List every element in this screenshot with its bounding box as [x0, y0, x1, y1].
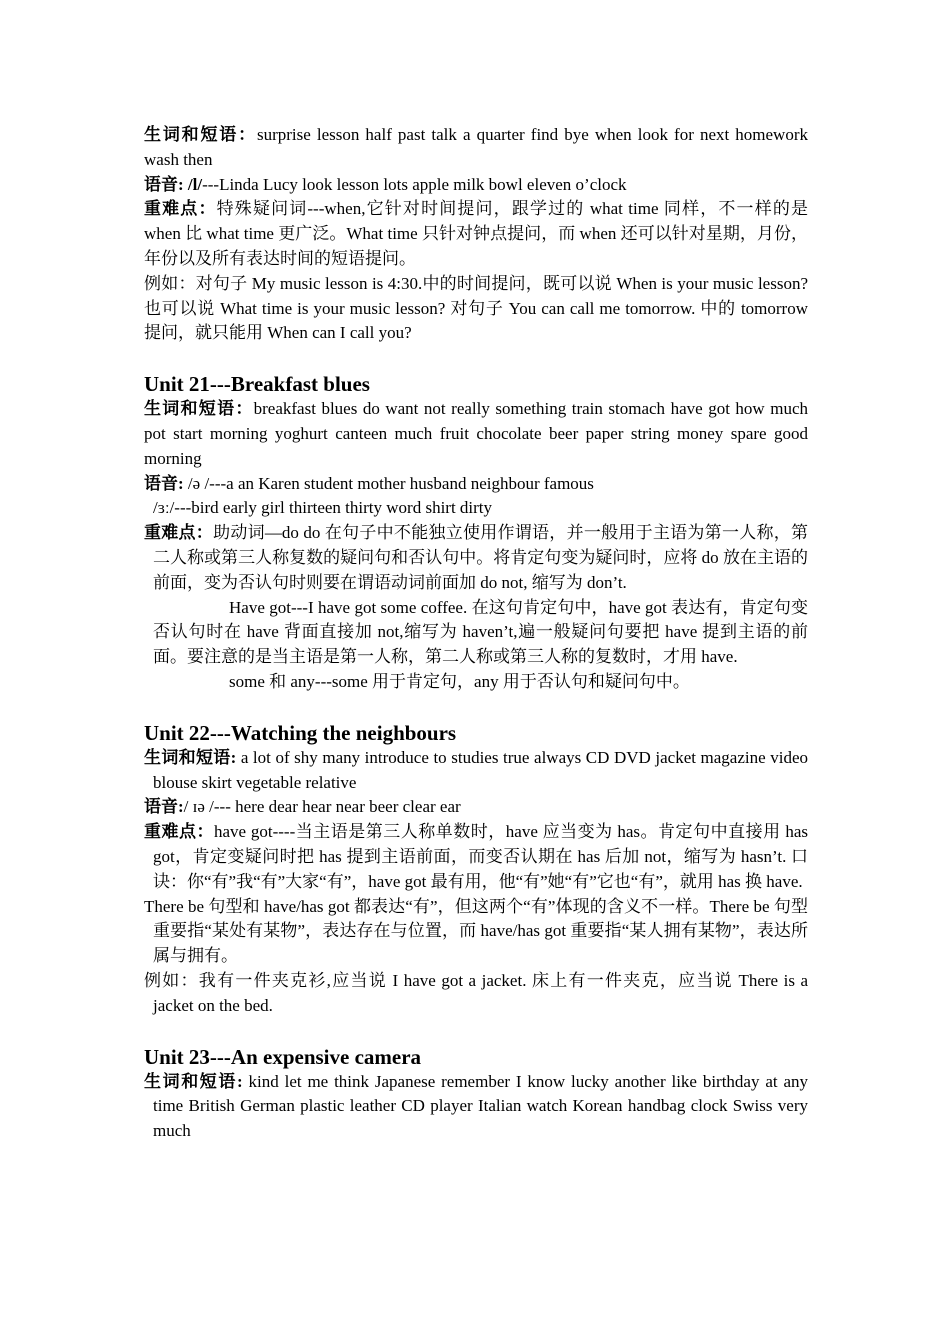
- unit21-title: Unit 21---Breakfast blues: [144, 372, 370, 397]
- unit22-there-be-paragraph: There be 句型和 have/has got 都表达“有”，但这两个“有”体现的含义不一样。There be 句型重要指“某处有某物”，表达存在与位置，而 have/has got 重要指“某人拥有某物”，表达所属与拥有。: [144, 896, 808, 966]
- unit21-vocab: [144, 397, 808, 471]
- vocab-text: surprise lesson half past talk a quarter find bye when look for next homework wash then: [144, 125, 808, 169]
- unit21-some-any-paragraph: some 和 any---some 用于肯定句，any 用于否认句和疑问句中。: [229, 671, 690, 691]
- unit20-example: 例如：对句子 My music lesson is 4:30.中的时间提问，既可以说 When is your music lesson? 也可以说 What time is your music lesson? 对句子 You can call me tomorrow. 中的 tomorrow 提问，就只能用 When can I call you?: [144, 273, 808, 343]
- unit23-vocab: [144, 1070, 808, 1144]
- phonetics-text: ---Linda Lucy look lesson lots apple milk bowl eleven o’clock: [202, 174, 627, 194]
- key-points-label: 重难点：: [144, 199, 217, 219]
- key-points-text: 特殊疑问词---when,它针对时间提问，跟学过的 what time 同样，不一样的是 when 比 what time 更广泛。What time 只针对钟点提问，而 when 还可以针对星期，月份，年份以及所有表达时间的短语提问。: [144, 199, 808, 268]
- unit22-example: 例如：我有一件夹克衫,应当说 I have got a jacket. 床上有一件夹克，应当说 There is a jacket on the bed.: [144, 970, 808, 1015]
- unit21-phonetics-line2: /ɜː/---bird early girl thirteen thirty word shirt dirty: [153, 498, 493, 518]
- vocab-label: 生词和短语:: [144, 1071, 243, 1091]
- unit20-vocab: [144, 123, 808, 173]
- key-points-text: have got----当主语是第三人称单数时，have 应当变为 has。肯定句中直接用 has got，肯定变疑问时把 has 提到主语前面，而变否认期在 has 后加 not，缩写为 hasn’t. 口诀：你“有”我“有”大家“有”，have got 最有用，他“有”她“有”它也“有”，就用 has 换 have.: [153, 822, 808, 891]
- unit20-key-points: [144, 197, 808, 271]
- unit22-vocab: [144, 746, 808, 796]
- unit23-title: Unit 23---An expensive camera: [144, 1044, 422, 1069]
- unit21-have-got-paragraph: Have got---I have got some coffee. 在这句肯定句中，have got 表达有，肯定句变否认句时在 have 背面直接加 not,缩写为 haven’t,遍一般疑问句要把 have 提到主语的前面。要注意的是当主语是第一人称，第二人称或第三人称的复数时，才用 have.: [153, 597, 808, 667]
- key-points-label: 重难点：: [144, 822, 215, 842]
- vocab-label: 生词和短语：: [144, 125, 257, 144]
- vocab-label: 生词和短语:: [144, 747, 237, 767]
- phonetics-label: 语音:: [144, 473, 184, 493]
- document-page: [144, 123, 808, 1144]
- unit21-phonetics: [144, 472, 808, 497]
- phonetics-label: 语音:: [144, 174, 184, 194]
- unit22-key-points: [144, 820, 808, 894]
- unit21-key-points: [144, 521, 808, 595]
- unit20-phonetics: [144, 173, 808, 198]
- phonetics-text: /ə /---a an Karen student mother husband neighbour famous: [183, 473, 594, 493]
- key-points-label: 重难点：: [144, 523, 214, 543]
- vocab-label: 生词和短语：: [144, 399, 254, 419]
- vocab-text: kind let me think Japanese remember I know lucky another like birthday at any time British German plastic leather CD player Italian watch Korean handbag clock Swiss very much: [153, 1071, 808, 1141]
- phonetics-symbol: /l/: [183, 174, 203, 194]
- vocab-text: breakfast blues do want not really something train stomach have got how much pot start morning yoghurt canteen much fruit chocolate beer paper string money spare good morning: [144, 399, 808, 468]
- key-points-text: 助动词—do do 在句子中不能独立使用作谓语，并一般用于主语为第一人称，第二人称或第三人称复数的疑问句和否认句中。将肯定句变为疑问时，应将 do 放在主语的前面，变为否认句时则要在谓语动词前面加 do not, 缩写为 don’t.: [153, 523, 809, 592]
- phonetics-label: 语音:: [144, 797, 184, 817]
- vocab-text: a lot of shy many introduce to studies true always CD DVD jacket magazine video blouse skirt vegetable relative: [153, 747, 808, 792]
- unit22-title: Unit 22---Watching the neighbours: [144, 720, 457, 745]
- unit22-phonetics: [144, 795, 808, 820]
- phonetics-text: / ɪə /--- here dear hear near beer clear ear: [183, 797, 461, 817]
